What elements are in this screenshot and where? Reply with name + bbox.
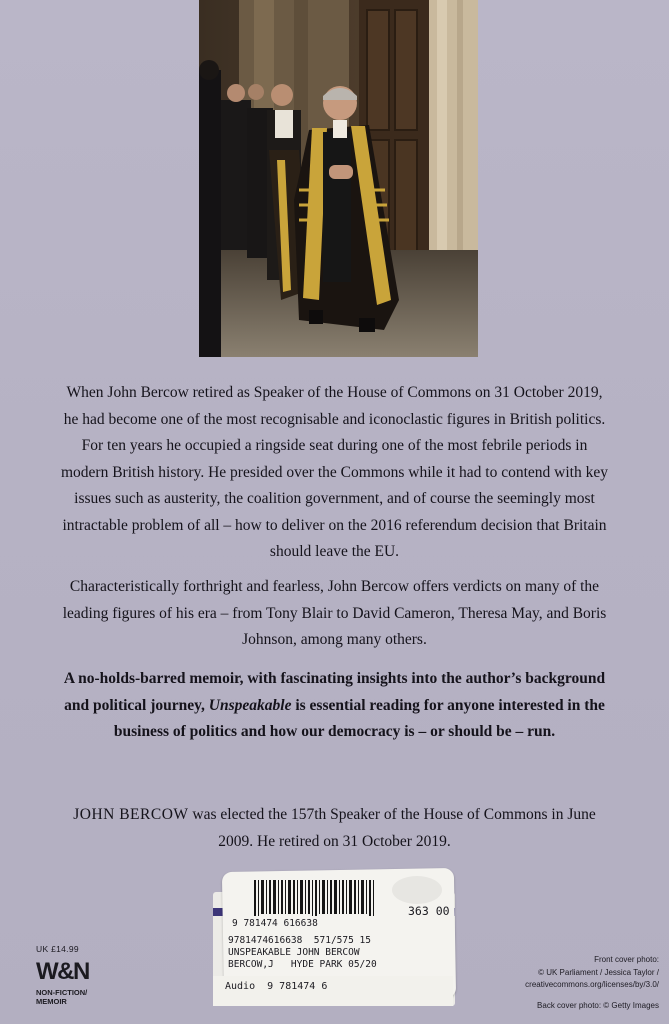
sticker-line-1: 9781474616638 571/575 15 (228, 935, 371, 946)
blurb-paragraph-3 (60, 666, 609, 746)
blurb-paragraph-3-start: A no-holds-barred memoir, with fascinating insights into the author’s background and political journey, (63, 670, 606, 714)
wn-logo: W&N (36, 958, 89, 985)
speaker-procession-photo (199, 0, 478, 357)
sticker-smudge (392, 876, 442, 904)
book-title-italic: Unspeakable (208, 696, 292, 714)
author-bio (60, 802, 609, 855)
barcode-icon (254, 880, 384, 916)
sticker-line-2: UNSPEAKABLE JOHN BERCOW (228, 947, 360, 958)
audio-label: Audio 9 781474 6 (225, 981, 328, 992)
sticker-tag: 363 00 (408, 904, 450, 918)
author-bio-text: was elected the 157th Speaker of the House of Commons in June 2009. He retired on 31 October 2019. (188, 806, 596, 850)
genre-line-2: MEMOIR (36, 997, 67, 1006)
photo-credits (479, 954, 659, 1012)
barcode-number: 9 781474 616638 (232, 918, 318, 929)
author-name: JOHN BERCOW (73, 806, 189, 823)
front-cover-credit-line-1: © UK Parliament / Jessica Taylor / (538, 967, 659, 977)
price-label: UK £14.99 (36, 944, 79, 954)
sticker-line-3: BERCOW,J HYDE PARK 05/20 (228, 959, 377, 970)
back-cover-credit: Back cover photo: © Getty Images (537, 1000, 659, 1010)
blurb-paragraph-3-end: is essential reading for anyone interested in the business of politics and how our democracy is – or should be – run. (113, 696, 605, 740)
blurb-paragraph-2: Characteristically forthright and fearless, John Bercow offers verdicts on many of the leading figures of his era – from Tony Blair to David Cameron, Theresa May, and Boris Johnson, among many others. (62, 578, 607, 648)
cover-photo (199, 0, 478, 357)
blurb-paragraph-1: When John Bercow retired as Speaker of the House of Commons on 31 October 2019, he had become one of the most recognisable and iconoclastic figures in British politics. For ten years he occupied a ringside seat during one of the most febrile periods in modern British history. He presided over the Commons while it had to contend with key issues such as austerity, the coalition government, and of course the seemingly most intractable problem of all – how to deliver on the 2016 referendum decision that Britain should leave the EU. (60, 384, 608, 560)
genre-line-1: NON-FICTION/ (36, 988, 88, 997)
front-cover-credit-label: Front cover photo: (594, 955, 659, 964)
front-cover-credit-line-2: creativecommons.org/licenses/by/3.0/ (525, 980, 659, 989)
genre-label (36, 988, 96, 1006)
